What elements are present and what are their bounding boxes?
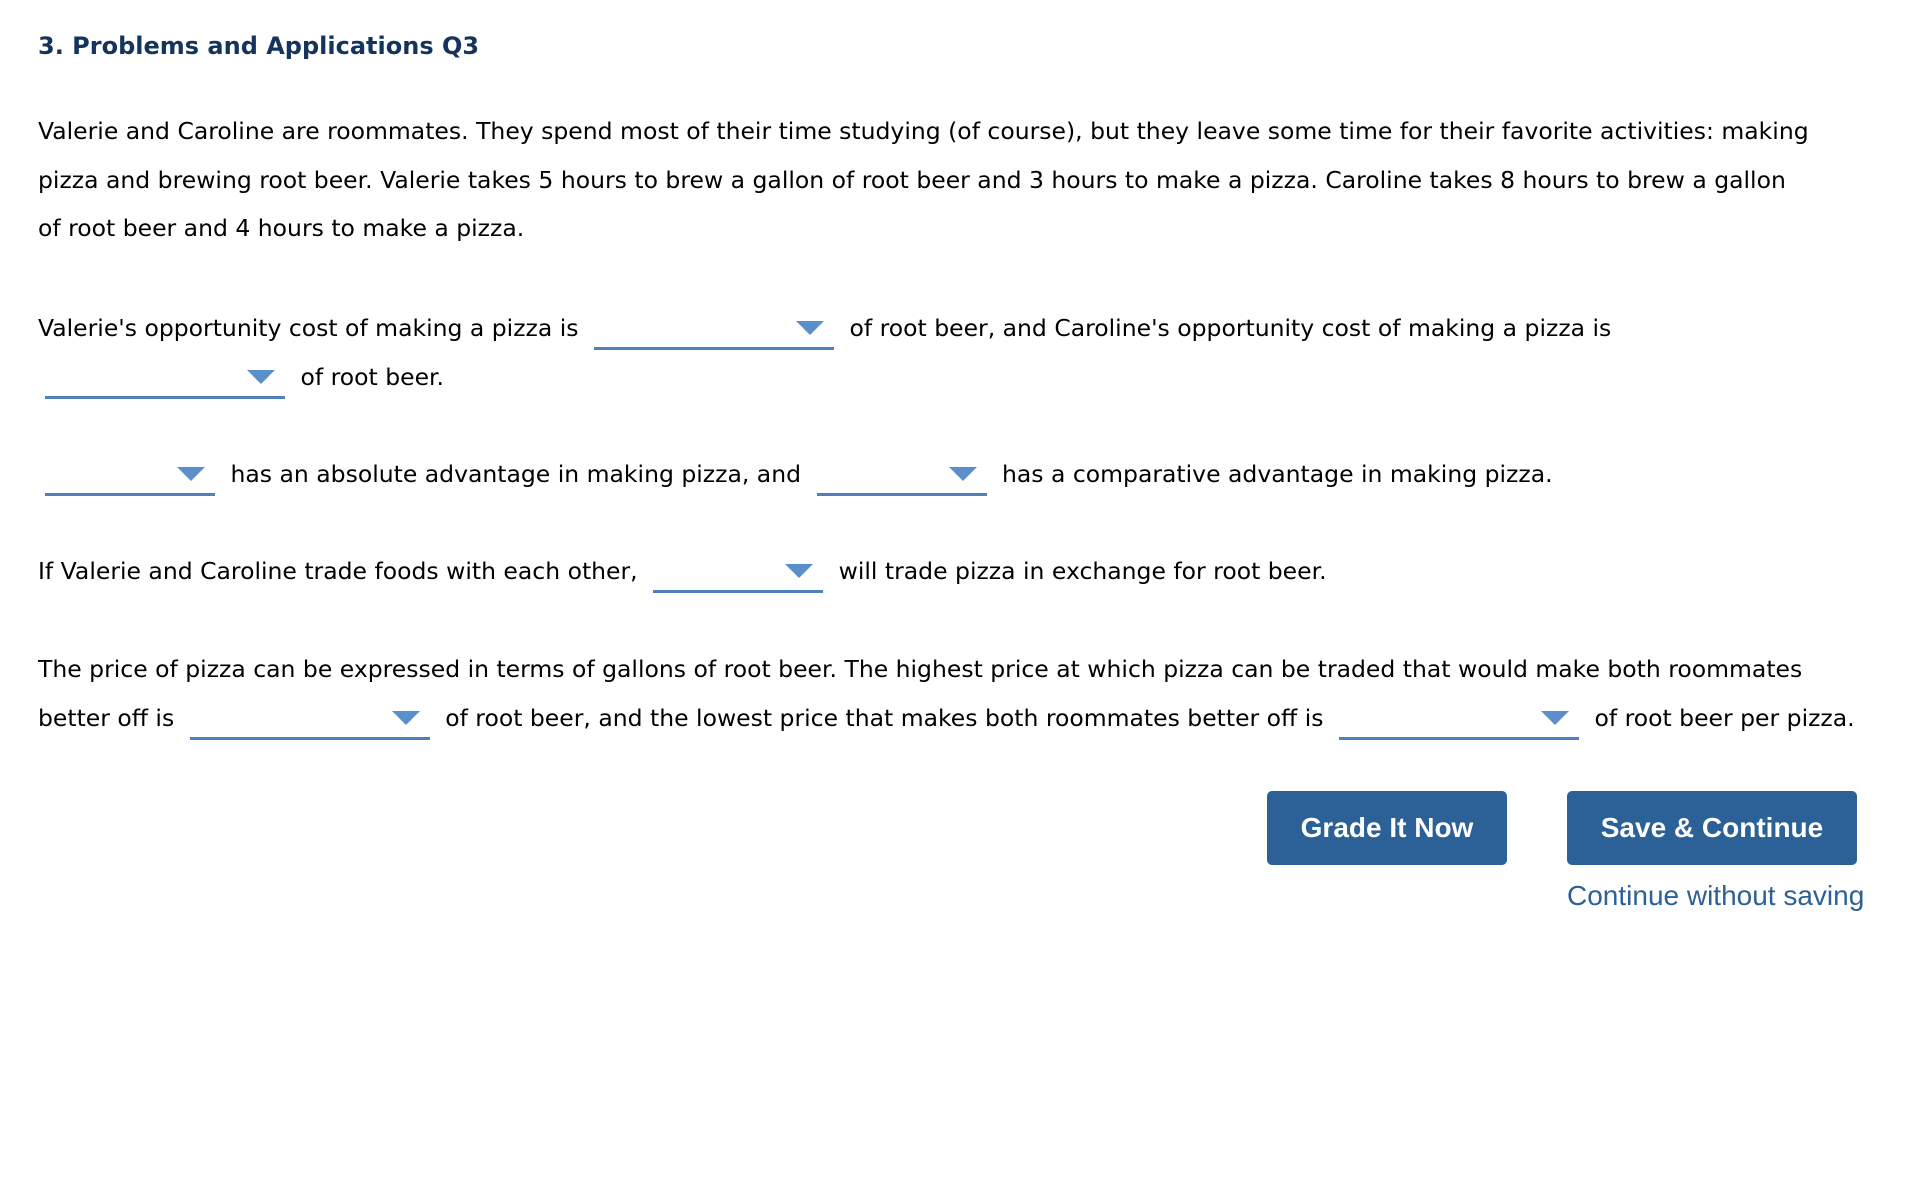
save-and-continue-button[interactable]: Save & Continue: [1567, 791, 1857, 865]
chevron-down-icon: [177, 467, 205, 481]
grade-it-now-button[interactable]: Grade It Now: [1267, 791, 1507, 865]
chevron-down-icon: [247, 370, 275, 384]
advantage-question: [38, 450, 1553, 499]
price-question: [38, 645, 1855, 742]
chevron-down-icon: [1541, 711, 1569, 725]
opportunity-cost-question: [38, 304, 1611, 401]
valerie-opportunity-cost-dropdown[interactable]: [594, 315, 834, 350]
q4-suffix: of root beer per pizza.: [1594, 703, 1855, 732]
question-intro: [38, 107, 1809, 253]
continue-without-saving-link[interactable]: Continue without saving: [1567, 880, 1865, 911]
lowest-price-dropdown[interactable]: [1339, 705, 1579, 740]
comparative-advantage-dropdown[interactable]: [817, 461, 987, 496]
trade-question: [38, 547, 1327, 596]
q4-prefix: better off is: [38, 703, 175, 732]
q2-middle: has an absolute advantage in making pizza, and: [230, 460, 802, 488]
caroline-opportunity-cost-dropdown[interactable]: [45, 364, 285, 399]
q1-suffix: of root beer.: [300, 362, 444, 391]
chevron-down-icon: [796, 321, 824, 335]
pizza-trader-dropdown[interactable]: [653, 558, 823, 593]
highest-price-dropdown[interactable]: [190, 705, 430, 740]
chevron-down-icon: [949, 467, 977, 481]
question-title: 3. Problems and Applications Q3: [38, 32, 480, 60]
q1-middle: of root beer, and Caroline's opportunity cost of making a pizza is: [849, 314, 1612, 342]
q4-line1: The price of pizza can be expressed in terms of gallons of root beer. The highest price at which pizza can be traded that would make both roommates: [38, 655, 1803, 683]
q1-prefix: Valerie's opportunity cost of making a pizza is: [38, 314, 579, 342]
q3-suffix: will trade pizza in exchange for root beer.: [838, 557, 1327, 585]
intro-line: Valerie and Caroline are roommates. They spend most of their time studying (of course), but they leave some time for their favorite activities: making: [38, 117, 1809, 145]
q2-suffix: has a comparative advantage in making pizza.: [1001, 460, 1553, 488]
intro-line: of root beer and 4 hours to make a pizza.: [38, 214, 525, 242]
chevron-down-icon: [785, 564, 813, 578]
intro-line: pizza and brewing root beer. Valerie takes 5 hours to brew a gallon of root beer and 3 hours to make a pizza. Caroline takes 8 hours to brew a gallon: [38, 165, 1786, 194]
chevron-down-icon: [392, 711, 420, 725]
q3-prefix: If Valerie and Caroline trade foods with each other,: [38, 557, 638, 585]
q4-middle: of root beer, and the lowest price that makes both roommates better off is: [445, 703, 1324, 732]
absolute-advantage-dropdown[interactable]: [45, 461, 215, 496]
